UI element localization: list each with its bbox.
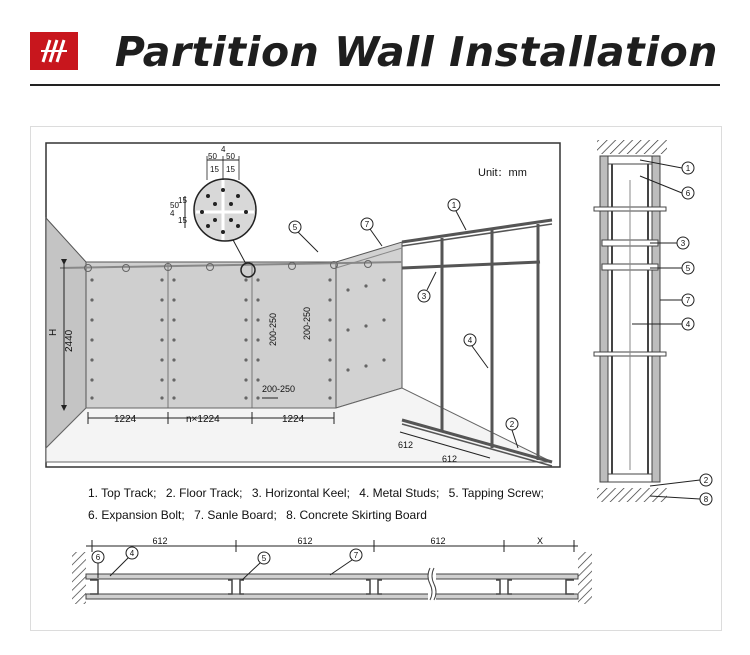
callout-5: 5 [292,223,298,232]
callout-7: 7 [364,220,370,229]
dim-width-n1224: n×1224 [186,414,220,425]
dim-width-1224-left: 1224 [114,414,137,425]
legend-item-2: 2. Floor Track; [165,486,243,500]
section-callout-2: 2 [703,476,709,485]
plan-dim-612-a: 612 [152,536,168,546]
plan-dim-612-b: 612 [297,536,313,546]
dim-height-2440: 2440 [64,329,75,352]
legend-item-7: 7. Sanle Board; [194,508,277,522]
dim-detail-50a: 50 [208,152,217,161]
section-callout-3: 3 [680,239,686,248]
plan-callout-6: 6 [95,553,101,562]
dim-screw-h: 200-250 [262,384,296,394]
legend-item-4: 4. Metal Studs; [359,486,440,500]
dim-detail-4b: 4 [170,209,175,218]
plan-callout-4: 4 [129,549,135,558]
section-callout-7: 7 [685,296,691,305]
plan-callout-7: 7 [353,551,359,560]
callout-1: 1 [451,201,457,210]
dim-detail-15d: 15 [178,216,187,225]
legend-item-5: 5. Tapping Screw; [448,486,544,500]
callout-2: 2 [509,420,515,429]
plan-dim-x: X [536,536,544,546]
legend-item-8: 8. Concrete Skirting Board [286,508,427,522]
dim-stud-612-b: 612 [442,454,458,464]
dim-detail-4: 4 [221,145,226,154]
legend-line-1 [88,486,550,500]
dim-detail-15a: 15 [210,165,219,174]
section-callout-8: 8 [703,495,709,504]
section-callout-1: 1 [685,164,691,173]
legend-item-3: 3. Horizontal Keel; [251,486,350,500]
plan-dim-612-c: 612 [430,536,446,546]
section-callout-5: 5 [685,264,691,273]
dim-screw-v2: 200-250 [268,312,278,346]
vertical-section [594,140,712,505]
dim-screw-v: 200-250 [302,306,312,340]
dim-width-1224-right: 1224 [282,414,305,425]
plan-view [72,536,592,606]
legend-item-6: 6. Expansion Bolt; [88,508,185,522]
dim-height-h: H [48,328,59,336]
dim-stud-612-a: 612 [398,440,414,450]
dim-detail-15c: 15 [178,196,187,205]
callout-4: 4 [467,336,473,345]
legend-item-1: 1. Top Track; [88,486,157,500]
plan-callout-5: 5 [261,554,267,563]
section-callout-6: 6 [685,189,691,198]
unit-label: Unit：mm [478,167,527,179]
page-title: Partition Wall Installation [114,28,718,76]
legend-line-2 [88,508,433,522]
callout-3: 3 [421,292,427,301]
section-callout-4: 4 [685,320,691,329]
dim-detail-50c: 50 [170,201,179,210]
perspective-view [46,143,560,467]
dim-detail-50b: 50 [226,152,235,161]
dim-detail-15b: 15 [226,165,235,174]
